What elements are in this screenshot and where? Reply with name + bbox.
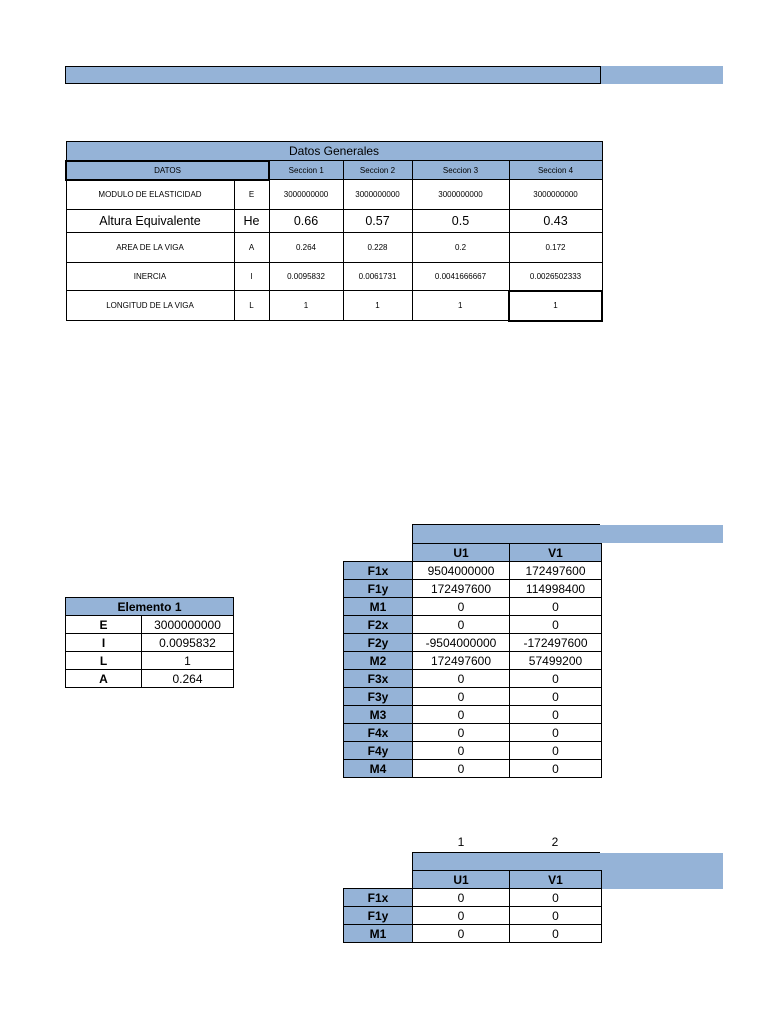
- row-label: F4x: [344, 724, 413, 742]
- row-symbol: He: [234, 210, 269, 233]
- table-row: [344, 706, 602, 724]
- cell-value: 0: [413, 670, 510, 688]
- row-symbol: I: [66, 634, 142, 652]
- row-label: F3x: [344, 670, 413, 688]
- row-label: F4y: [344, 742, 413, 760]
- table-row: [344, 925, 602, 943]
- row-label: INERCIA: [66, 263, 234, 291]
- row-label: LONGITUD DE LA VIGA: [66, 291, 234, 321]
- cell-value: 0.0061731: [343, 263, 412, 291]
- col-header-u1: U1: [413, 871, 510, 889]
- table-row: [344, 634, 602, 652]
- cell-value: 1: [343, 291, 412, 321]
- section-2-header: Seccion 2: [343, 161, 412, 180]
- cell-value: -172497600: [510, 634, 602, 652]
- table-row: [344, 760, 602, 778]
- row-label: M2: [344, 652, 413, 670]
- cell-value: 0: [510, 907, 602, 925]
- row-label: F3y: [344, 688, 413, 706]
- table-row: [344, 580, 602, 598]
- table-row: [344, 598, 602, 616]
- section-1-header: Seccion 1: [269, 161, 343, 180]
- table-row: [66, 670, 234, 688]
- cell-value: 0: [510, 760, 602, 778]
- cell-value: 0: [510, 724, 602, 742]
- general-data-table: [65, 141, 603, 322]
- cell-value: 0: [413, 688, 510, 706]
- table-row: [344, 889, 602, 907]
- cell-value: 1: [509, 291, 602, 321]
- cell-value: 0.2: [412, 233, 509, 263]
- row-label: M1: [344, 598, 413, 616]
- cell-value: 172497600: [413, 580, 510, 598]
- cell-value: 1: [412, 291, 509, 321]
- table-row: [66, 233, 602, 263]
- cell-value: 114998400: [510, 580, 602, 598]
- cell-value: 0.66: [269, 210, 343, 233]
- col-header-v1: V1: [510, 871, 602, 889]
- table-row: [66, 291, 602, 321]
- row-label: F1x: [344, 889, 413, 907]
- table-row: [344, 652, 602, 670]
- row-label: Altura Equivalente: [66, 210, 234, 233]
- cell-value: 0.228: [343, 233, 412, 263]
- table-row: [344, 670, 602, 688]
- cell-value: 3000000000: [142, 616, 234, 634]
- cell-value: 0: [413, 760, 510, 778]
- row-label: AREA DE LA VIGA: [66, 233, 234, 263]
- cell-value: 1: [269, 291, 343, 321]
- row-label: F1y: [344, 580, 413, 598]
- cell-value: 0: [413, 742, 510, 760]
- row-label: M3: [344, 706, 413, 724]
- row-symbol: E: [66, 616, 142, 634]
- row-symbol: I: [234, 263, 269, 291]
- cell-value: 0: [510, 925, 602, 943]
- cell-value: 0.0041666667: [412, 263, 509, 291]
- cell-value: 3000000000: [412, 180, 509, 210]
- matrix2-header-border: [412, 852, 600, 871]
- cell-value: 1: [142, 652, 234, 670]
- cell-value: 0.5: [412, 210, 509, 233]
- column-number-2: 2: [551, 835, 559, 849]
- cell-value: 172497600: [510, 562, 602, 580]
- cell-value: 3000000000: [509, 180, 602, 210]
- table-row: [344, 616, 602, 634]
- table-row: [344, 724, 602, 742]
- row-symbol: A: [66, 670, 142, 688]
- table-row: [66, 652, 234, 670]
- row-label: F2x: [344, 616, 413, 634]
- table-row: [66, 210, 602, 233]
- row-label: F2y: [344, 634, 413, 652]
- cell-value: 0: [510, 598, 602, 616]
- cell-value: 0: [510, 706, 602, 724]
- cell-value: 0.264: [142, 670, 234, 688]
- table-row: [66, 634, 234, 652]
- cell-value: 0: [510, 889, 602, 907]
- row-label: M1: [344, 925, 413, 943]
- cell-value: 0: [413, 706, 510, 724]
- cell-value: 3000000000: [343, 180, 412, 210]
- datos-column-header: DATOS: [66, 161, 269, 180]
- table-row: [344, 907, 602, 925]
- cell-value: 0: [413, 925, 510, 943]
- row-label: MODULO DE ELASTICIDAD: [66, 180, 234, 210]
- cell-value: 0: [413, 907, 510, 925]
- empty-corner: [344, 871, 413, 889]
- row-symbol: L: [234, 291, 269, 321]
- cell-value: 0: [413, 598, 510, 616]
- cell-value: 0: [413, 724, 510, 742]
- section-4-header: Seccion 4: [509, 161, 602, 180]
- row-label: F1y: [344, 907, 413, 925]
- element-table: [65, 597, 234, 688]
- cell-value: 9504000000: [413, 562, 510, 580]
- column-number-1: 1: [457, 835, 465, 849]
- cell-value: 3000000000: [269, 180, 343, 210]
- table-row: [344, 742, 602, 760]
- cell-value: 172497600: [413, 652, 510, 670]
- cell-value: 57499200: [510, 652, 602, 670]
- table-row: [344, 562, 602, 580]
- cell-value: 0: [510, 688, 602, 706]
- table-row: [66, 616, 234, 634]
- row-symbol: L: [66, 652, 142, 670]
- stiffness-matrix-table: [343, 543, 602, 778]
- section-3-header: Seccion 3: [412, 161, 509, 180]
- assembly-matrix-table: [343, 870, 602, 943]
- matrix1-header-border: [412, 524, 600, 543]
- table-row: [66, 180, 602, 210]
- cell-value: 0: [510, 742, 602, 760]
- general-table-title: Datos Generales: [66, 142, 602, 161]
- empty-corner: [344, 544, 413, 562]
- element-table-title: Elemento 1: [66, 598, 234, 616]
- cell-value: 0: [413, 889, 510, 907]
- cell-value: 0: [510, 616, 602, 634]
- row-label: M4: [344, 760, 413, 778]
- table-row: [66, 263, 602, 291]
- cell-value: 0.0026502333: [509, 263, 602, 291]
- cell-value: 0.57: [343, 210, 412, 233]
- cell-value: 0: [413, 616, 510, 634]
- table-row: [344, 688, 602, 706]
- col-header-u1: U1: [413, 544, 510, 562]
- top-header-box-border: [65, 66, 601, 84]
- cell-value: 0: [510, 670, 602, 688]
- cell-value: 0.172: [509, 233, 602, 263]
- row-label: F1x: [344, 562, 413, 580]
- cell-value: 0.0095832: [269, 263, 343, 291]
- cell-value: 0.0095832: [142, 634, 234, 652]
- cell-value: -9504000000: [413, 634, 510, 652]
- row-symbol: A: [234, 233, 269, 263]
- col-header-v1: V1: [510, 544, 602, 562]
- row-symbol: E: [234, 180, 269, 210]
- cell-value: 0.43: [509, 210, 602, 233]
- cell-value: 0.264: [269, 233, 343, 263]
